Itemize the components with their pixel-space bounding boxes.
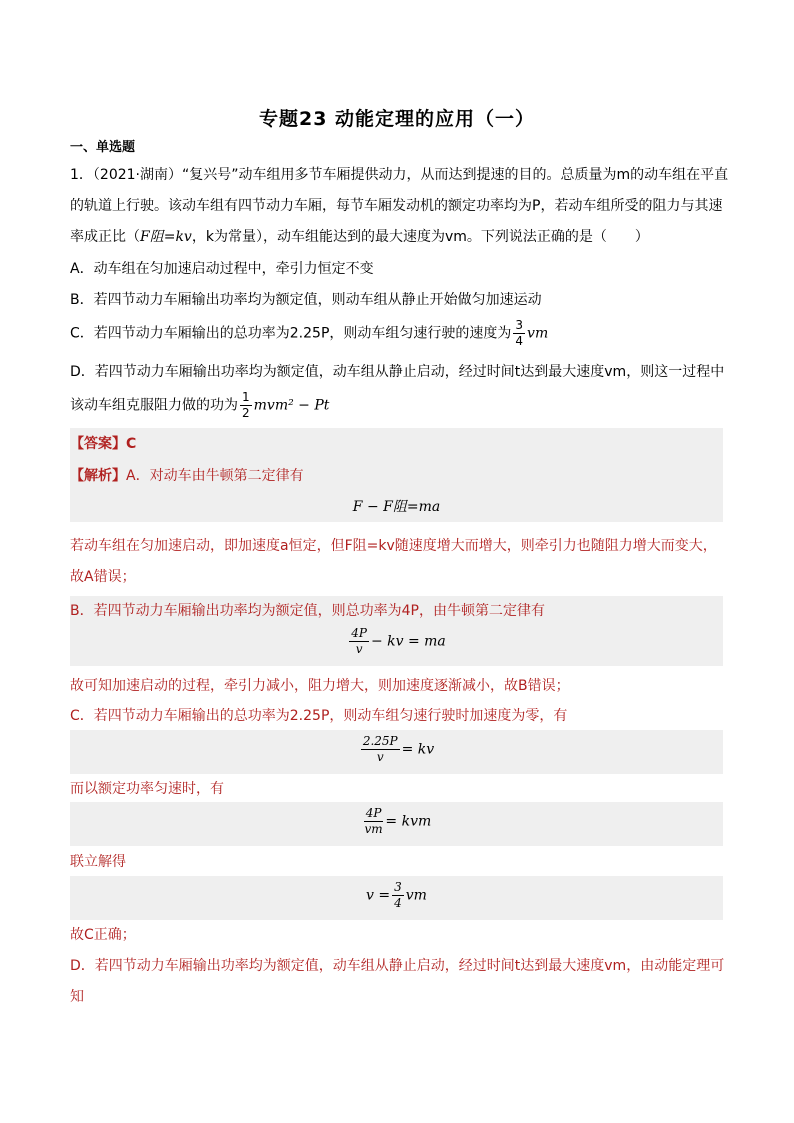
option-c	[70, 318, 730, 349]
equation-5-num: 3	[394, 880, 402, 894]
equation-5	[70, 880, 723, 911]
option-d-text: 该动车组克服阻力做的功为	[70, 397, 238, 414]
section-heading: 一、单选题	[70, 140, 136, 155]
equation-3-fraction	[361, 734, 400, 765]
question-line-2: 的轨道上行驶。该动车组有四节动力车厢，每节车厢发动机的额定功率均为P，若动车组所受的阻力与其速	[70, 198, 723, 214]
answer-value: C	[126, 436, 137, 452]
equation-2-fraction	[349, 626, 369, 657]
analysis-b-text: 故可知加速启动的过程，牵引力减小，阻力增大，则加速度逐渐减小，故B错误；	[70, 678, 570, 694]
option-b: B．若四节动力车厢输出功率均为额定值，则动车组从静止开始做匀加速运动	[70, 292, 542, 308]
option-c-text: C．若四节动力车厢输出的总功率为2.25P，则动车组匀速行驶的速度为	[70, 325, 512, 342]
equation-3-num: 2.25P	[362, 734, 398, 748]
question-line-3	[70, 227, 730, 247]
equation-2-den: v	[355, 642, 363, 656]
equation-5-head: v =	[366, 887, 391, 904]
analysis-a-intro	[70, 466, 730, 486]
equation-5-den: 4	[394, 896, 402, 910]
equation-4-tail: = kvm	[385, 813, 432, 830]
equation-4	[70, 806, 723, 837]
option-d-tail: mvm² − Pt	[253, 397, 330, 414]
answer-label: 【答案】	[70, 436, 126, 452]
equation-5-tail: vm	[405, 887, 427, 904]
resistance-formula: F阻=kv	[140, 229, 192, 245]
question-line-3-end: ，k为常量），动车组能达到的最大速度为vm。下列说法正确的是（ ）	[191, 229, 649, 245]
analysis-c-text-2: 联立解得	[70, 854, 126, 870]
analysis-b-intro: B．若四节动力车厢输出功率均为额定值，则总功率为4P，由牛顿第二定律有	[70, 603, 545, 619]
analysis-d-intro-2: 知	[70, 989, 84, 1005]
analysis-c-text-3: 故C正确；	[70, 927, 136, 943]
analysis-a-text-2: 故A错误；	[70, 569, 136, 585]
analysis-c-intro: C．若四节动力车厢输出的总功率为2.25P，则动车组匀速行驶时加速度为零，有	[70, 708, 568, 724]
question-line-3-start: 率成正比（	[70, 229, 140, 245]
equation-4-fraction	[364, 806, 384, 837]
question-line-1: 1．（2021·湖南）“复兴号”动车组用多节车厢提供动力，从而达到提速的目的。总质量为m的动车组在平直	[70, 167, 729, 183]
analysis-a-text-1: 若动车组在匀加速启动，即加速度a恒定，但F阻=kv随速度增大而增大，则牵引力也随阻力增大而变大，	[70, 538, 717, 554]
analysis-d-intro-1: D．若四节动力车厢输出功率均为额定值，动车组从静止启动，经过时间t达到最大速度vm，由动能定理可	[70, 958, 725, 974]
option-d-line-2	[70, 390, 730, 421]
option-d-fraction	[240, 390, 252, 421]
equation-3-tail: = kv	[401, 741, 435, 758]
equation-3	[70, 734, 723, 765]
option-c-fraction-num: 3	[515, 318, 524, 332]
equation-2	[70, 626, 723, 657]
page-title: 专题23 动能定理的应用（一）	[258, 108, 536, 130]
analysis-c-text-1: 而以额定功率匀速时，有	[70, 781, 224, 797]
option-d-fraction-num: 1	[242, 390, 250, 404]
analysis-a-intro-text: A．对动车由牛顿第二定律有	[126, 468, 304, 484]
option-c-tail: vm	[527, 325, 549, 342]
analysis-label: 【解析】	[70, 468, 126, 484]
equation-1: F − F阻=ma	[352, 499, 441, 515]
option-a: A．动车组在匀加速启动过程中，牵引力恒定不变	[70, 261, 374, 277]
equation-4-den: vm	[364, 822, 383, 836]
option-d-line-1: D．若四节动力车厢输出功率均为额定值，动车组从静止启动，经过时间t达到最大速度vm，则这一过程中	[70, 364, 725, 380]
equation-4-num: 4P	[365, 806, 382, 820]
equation-2-tail: − kv = ma	[370, 633, 446, 650]
equation-3-den: v	[376, 750, 384, 764]
option-d-fraction-den: 2	[242, 406, 250, 420]
equation-2-num: 4P	[351, 626, 367, 640]
option-c-fraction-den: 4	[515, 334, 524, 348]
equation-5-fraction	[392, 880, 404, 911]
option-c-fraction	[513, 318, 525, 349]
answer-line	[70, 434, 730, 454]
